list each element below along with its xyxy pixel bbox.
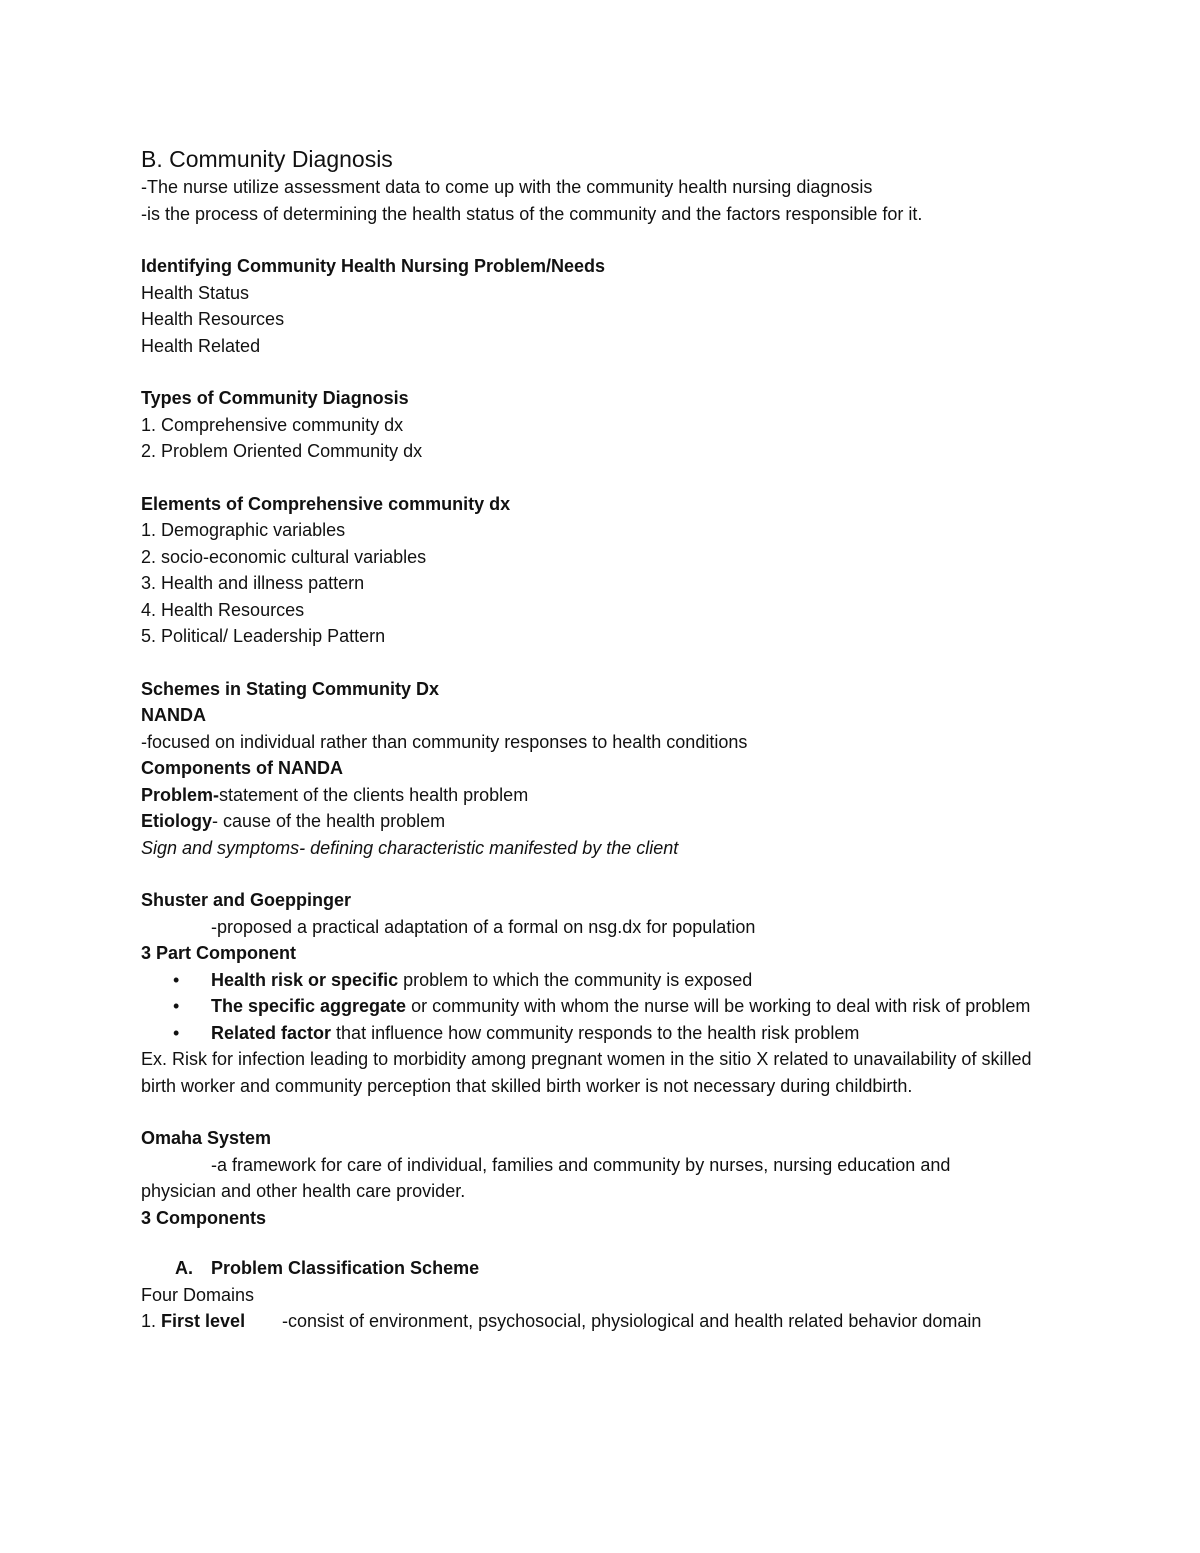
signs-line: Sign and symptoms- defining characteristic manifested by the client [141, 837, 679, 858]
subsection-marker: A. [175, 1258, 193, 1278]
etiology-line [141, 808, 1061, 835]
bullet-term: Related factor [211, 1022, 332, 1043]
four-domains-label: Four Domains [141, 1284, 255, 1305]
shuster-heading: Shuster and Goeppinger [141, 890, 352, 910]
elements-item: 1. Demographic variables [141, 520, 346, 540]
elements-item: 2. socio-economic cultural variables [141, 546, 427, 567]
identifying-item: Health Status [141, 282, 250, 303]
three-part-heading: 3 Part Component [141, 943, 297, 963]
list-item [141, 1020, 1061, 1047]
bullet-icon: • [173, 969, 180, 990]
bullet-term: The specific aggregate [211, 996, 407, 1016]
omaha-components-heading: 3 Components [141, 1207, 267, 1228]
nanda-description: -focused on individual rather than community responses to health conditions [141, 731, 748, 752]
bullet-text: or community with whom the nurse will be working to deal with risk of problem [406, 996, 1031, 1016]
types-item: 1. Comprehensive community dx [141, 414, 404, 435]
subsection-title: Problem Classification Scheme [211, 1258, 480, 1278]
intro-line-2: -is the process of determining the health status of the community and the factors responsible for it. [141, 203, 923, 224]
nanda-label: NANDA [141, 705, 206, 725]
types-heading: Types of Community Diagnosis [141, 388, 409, 408]
etiology-description: - cause of the health problem [212, 811, 446, 831]
elements-item: 5. Political/ Leadership Pattern [141, 626, 386, 646]
omaha-heading: Omaha System [141, 1128, 272, 1148]
identifying-heading: Identifying Community Health Nursing Problem/Needs [141, 256, 606, 276]
problem-term: Problem- [141, 784, 220, 805]
types-item: 2. Problem Oriented Community dx [141, 441, 423, 461]
example-paragraph: Ex. Risk for infection leading to morbidity among pregnant women in the sitio X related to unavailability of skilled birth worker and community perception that skilled birth worker is not necessary during childbirth. [141, 1049, 1032, 1096]
elements-item: 4. Health Resources [141, 599, 305, 620]
elements-item: 3. Health and illness pattern [141, 573, 365, 593]
section-title: B. Community Diagnosis [141, 146, 393, 172]
first-level-line [141, 1308, 1061, 1335]
bullet-text: problem to which the community is exposed [398, 969, 753, 990]
identifying-item: Health Related [141, 335, 261, 356]
nanda-components-heading: Components of NANDA [141, 758, 343, 778]
elements-heading: Elements of Comprehensive community dx [141, 493, 511, 514]
identifying-item: Health Resources [141, 309, 285, 329]
problem-classification-heading [141, 1255, 1061, 1282]
bullet-term: Health risk or specific [211, 969, 399, 990]
omaha-description-line-2: physician and other health care provider. [141, 1181, 466, 1201]
bullet-text: that influence how community responds to the health risk problem [331, 1022, 860, 1043]
shuster-description: -proposed a practical adaptation of a formal on nsg.dx for population [211, 916, 756, 937]
etiology-term: Etiology [141, 811, 212, 831]
bullet-icon: • [173, 1022, 180, 1043]
list-item [141, 993, 1061, 1020]
three-part-list [141, 967, 1061, 1047]
problem-line [141, 782, 1061, 809]
intro-line-1: -The nurse utilize assessment data to come up with the community health nursing diagnosis [141, 177, 873, 197]
problem-description: statement of the clients health problem [219, 784, 529, 805]
list-item [141, 967, 1061, 994]
document-content [141, 144, 1061, 1335]
level-number: 1. [141, 1311, 157, 1331]
bullet-icon: • [173, 996, 180, 1016]
omaha-description-line-1: -a framework for care of individual, families and community by nurses, nursing education and [211, 1154, 951, 1175]
level-description: -consist of environment, psychosocial, physiological and health related behavior domain [282, 1311, 982, 1331]
schemes-heading: Schemes in Stating Community Dx [141, 678, 440, 699]
level-term: First level [161, 1311, 246, 1331]
